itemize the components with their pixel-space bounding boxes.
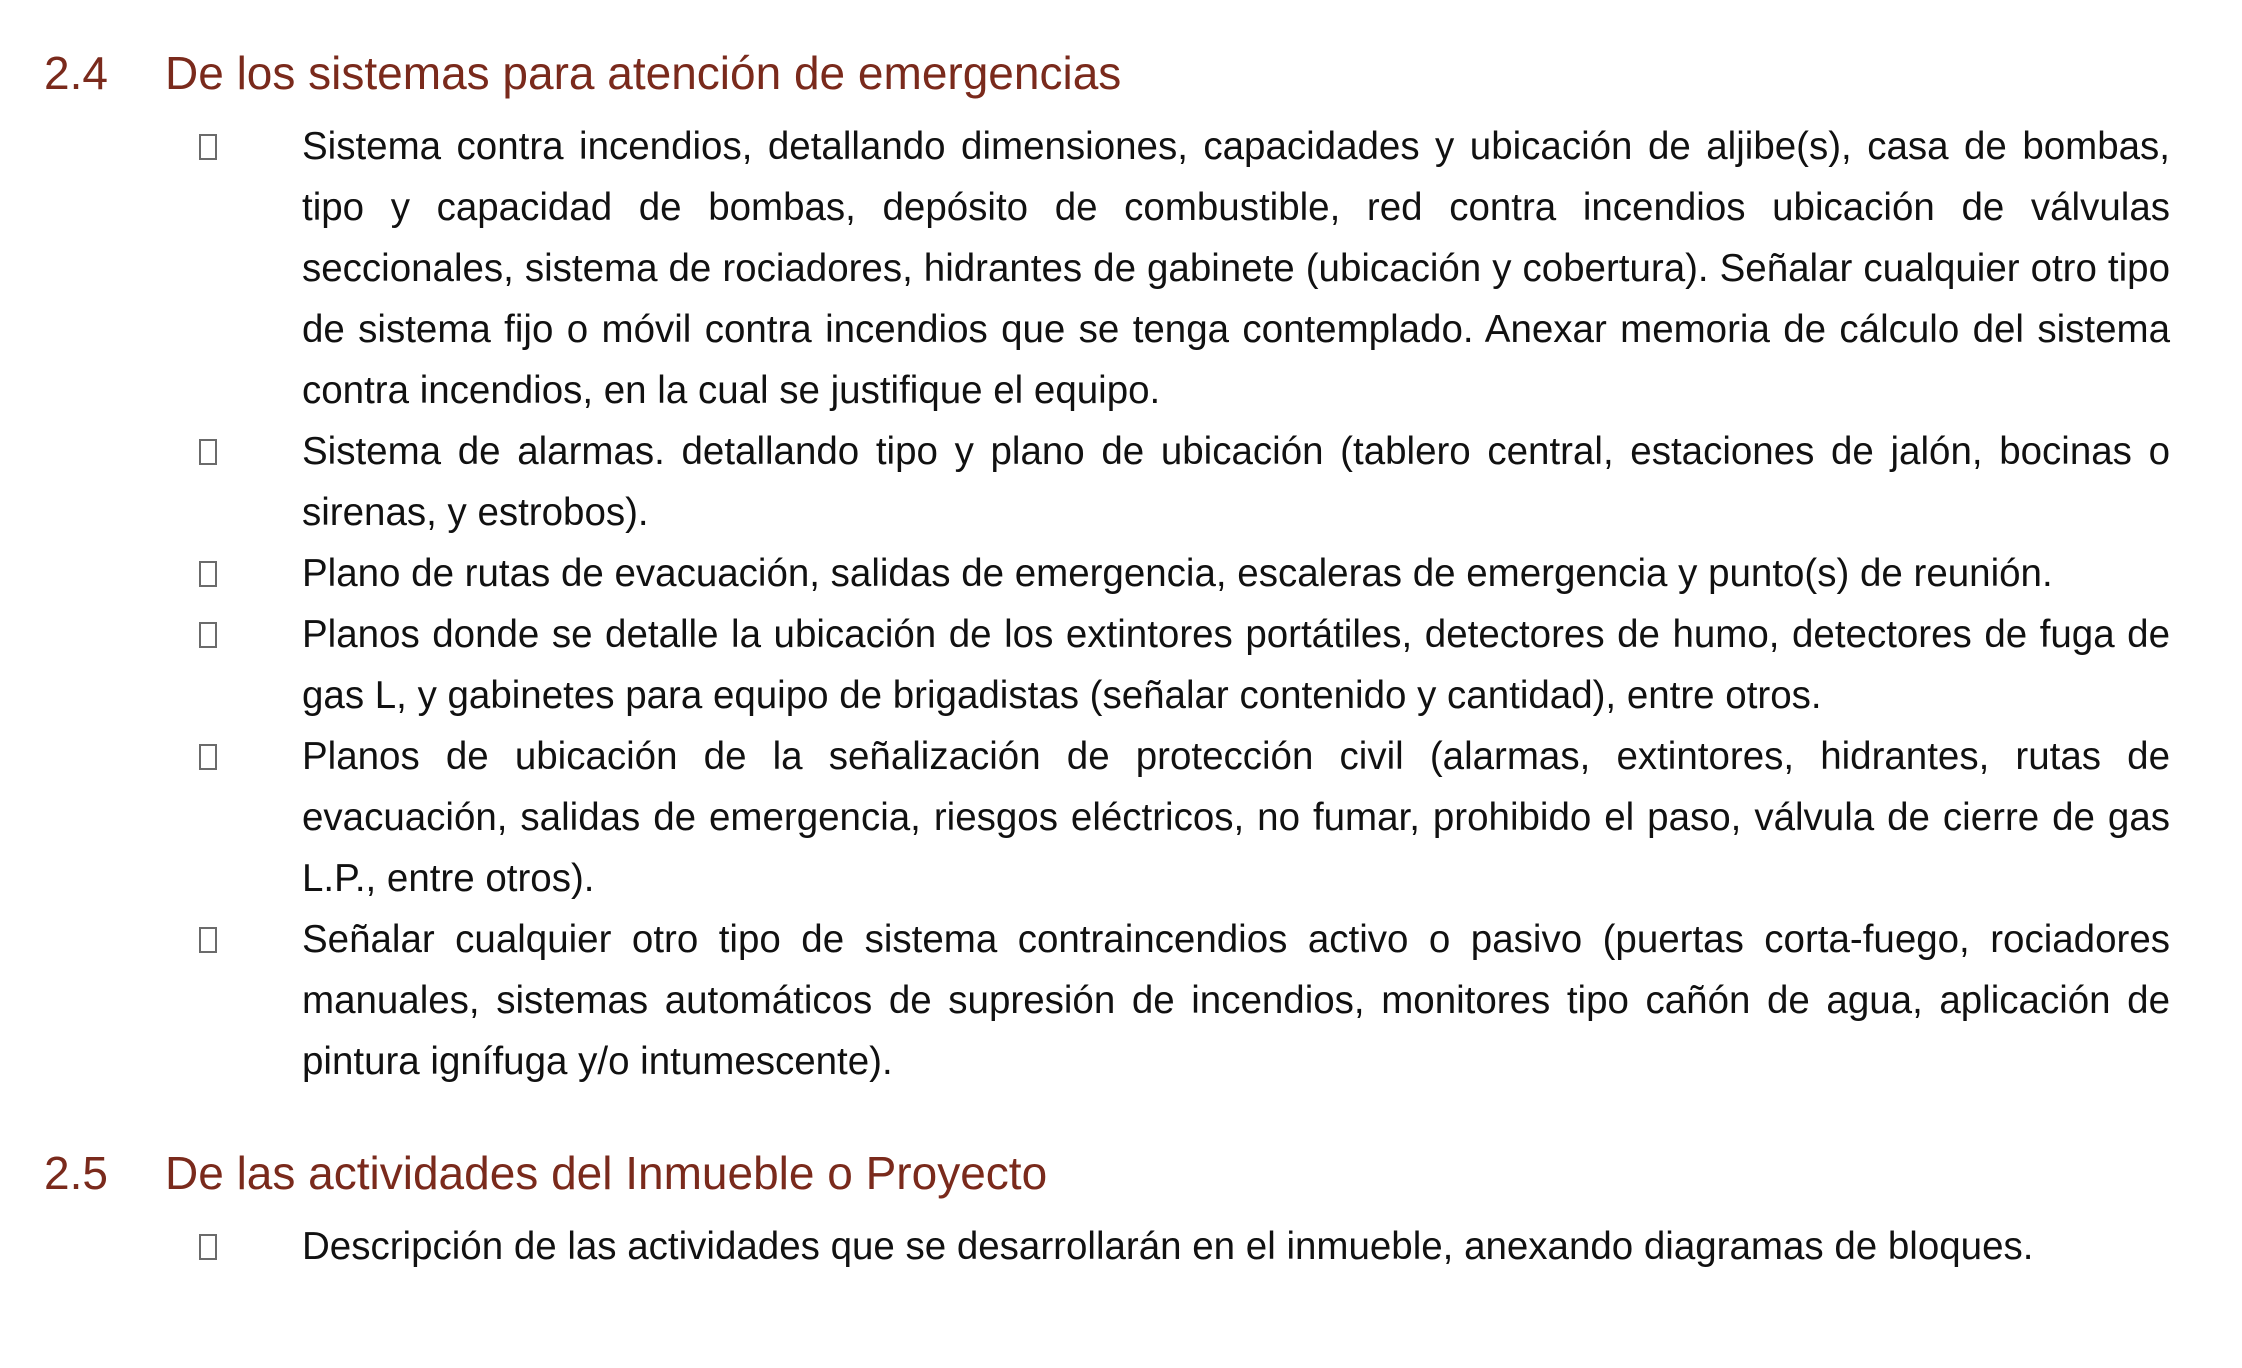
checkbox-icon[interactable] xyxy=(199,744,217,770)
checklist-item-text: Planos donde se detalle la ubicación de los extintores portátiles, detectores de humo, detectores de fuga de gas L, y gabinetes para equipo de brigadistas (señalar contenido y cantidad), entre otros. xyxy=(302,613,2170,717)
checklist-item-text: Sistema contra incendios, detallando dimensiones, capacidades y ubicación de aljibe(s), casa de bombas, tipo y capacidad de bombas, depósito de combustible, red contra incendios ubicación de válvulas seccionales, sistema de rociadores, hidrantes de gabinete (ubicación y cobertura). Señalar cualquier otro tipo de sistema fijo o móvil contra incendios que se tenga contemplado. Anexar memoria de cálculo del sistema contra incendios, en la cual se justifique el equipo. xyxy=(302,125,2170,412)
section-heading xyxy=(0,1146,2242,1216)
checklist-item xyxy=(0,421,2242,543)
checklist-item xyxy=(0,604,2242,726)
checklist-item-text: Sistema de alarmas. detallando tipo y plano de ubicación (tablero central, estaciones de jalón, bocinas o sirenas, y estrobos). xyxy=(302,430,2170,534)
checkbox-icon[interactable] xyxy=(199,622,217,648)
checklist-item xyxy=(0,543,2242,604)
checkbox-icon[interactable] xyxy=(199,134,217,160)
section-title: De las actividades del Inmueble o Proyecto xyxy=(165,1147,1048,1199)
section-2-4 xyxy=(0,46,2242,1092)
section-number: 2.5 xyxy=(44,1147,108,1199)
checkbox-icon[interactable] xyxy=(199,1234,217,1260)
section-heading xyxy=(0,46,2242,116)
section-number: 2.4 xyxy=(44,47,108,99)
section-2-5 xyxy=(0,1146,2242,1277)
checklist-item-text: Descripción de las actividades que se desarrollarán en el inmueble, anexando diagramas de bloques. xyxy=(302,1225,2034,1268)
section-title: De los sistemas para atención de emergencias xyxy=(165,47,1122,99)
checklist-item xyxy=(0,726,2242,909)
checkbox-icon[interactable] xyxy=(199,561,217,587)
checklist-item-text: Plano de rutas de evacuación, salidas de emergencia, escaleras de emergencia y punto(s) de reunión. xyxy=(302,552,2053,595)
checklist-item xyxy=(0,116,2242,421)
checklist-item xyxy=(0,909,2242,1092)
checklist-item xyxy=(0,1216,2242,1277)
checklist xyxy=(0,116,2242,1092)
checkbox-icon[interactable] xyxy=(199,927,217,953)
checklist-item-text: Señalar cualquier otro tipo de sistema contraincendios activo o pasivo (puertas corta-fuego, rociadores manuales, sistemas automáticos de supresión de incendios, monitores tipo cañón de agua, aplicación de pintura ignífuga y/o intumescente). xyxy=(302,918,2170,1083)
checklist-item-text: Planos de ubicación de la señalización de protección civil (alarmas, extintores, hidrantes, rutas de evacuación, salidas de emergencia, riesgos eléctricos, no fumar, prohibido el paso, válvula de cierre de gas L.P., entre otros). xyxy=(302,735,2170,900)
checkbox-icon[interactable] xyxy=(199,439,217,465)
checklist xyxy=(0,1216,2242,1277)
